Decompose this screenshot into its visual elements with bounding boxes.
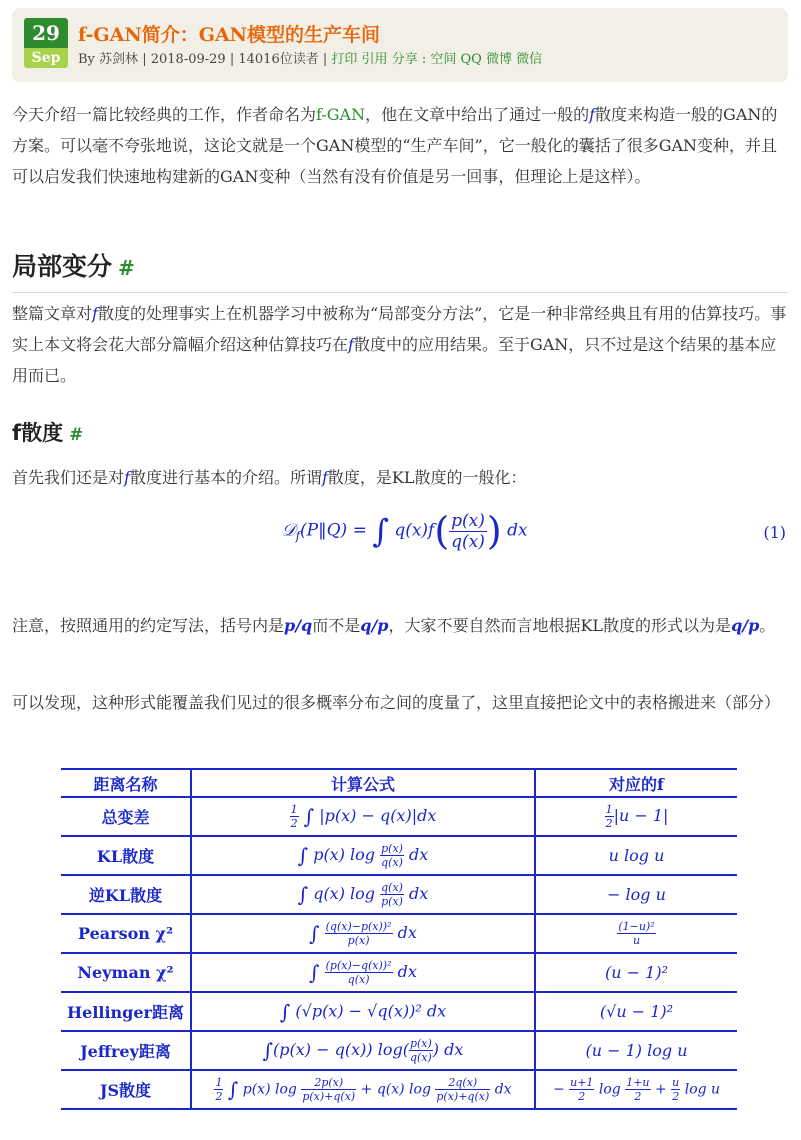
cite-link[interactable]: 引用 <box>361 52 388 67</box>
s1-text-2: 散度的处理事实上在机器学习中被称为“局部变分方法”，它是一种非常经典且有用的估算技巧。事实上本文将会花大部分篇幅介绍这种估算技巧在 <box>12 304 787 354</box>
eq-numerator: p(x) <box>451 510 485 531</box>
math-p-over-q: p/q <box>284 616 313 635</box>
share-wechat-link[interactable]: 微信 <box>516 52 543 67</box>
right-paren: ) <box>486 509 502 553</box>
row-f: (u − 1)² <box>535 953 737 992</box>
note-paragraph <box>12 610 790 641</box>
math-q-over-p: q/p <box>360 616 389 635</box>
row-name: Neyman χ² <box>61 953 191 992</box>
meta-separator: | <box>142 52 147 67</box>
s1-text-3: 散度中的应用结果。至于GAN，只不过是这个结果的基本应用而已。 <box>12 335 777 385</box>
subsection-title: f散度 <box>12 421 64 445</box>
f-divergence-table <box>61 768 737 1110</box>
row-name: 总变差 <box>61 797 191 836</box>
by-label: By <box>78 52 95 67</box>
table-row <box>61 953 737 992</box>
section-heading-local-variation <box>12 244 788 293</box>
section-title: 局部变分 <box>12 252 113 281</box>
share-space-link[interactable]: 空间 <box>430 52 457 67</box>
reader-count: 14016位读者 <box>238 52 319 67</box>
eq-integrand: q(x)f <box>394 520 435 541</box>
table-row <box>61 1031 737 1070</box>
meta-separator: | <box>322 52 328 67</box>
date-day: 29 <box>24 18 68 48</box>
math-f: f <box>589 105 596 124</box>
table-row <box>61 797 737 836</box>
eq-d-symbol: 𝒟 <box>282 520 296 541</box>
equation-number: (1) <box>763 523 786 542</box>
print-link[interactable]: 打印 <box>331 52 358 67</box>
s1-text-1: 整篇文章对 <box>12 304 93 323</box>
math-f: f <box>92 304 98 323</box>
row-formula: $\frac{1}{2}$ ∫ |p(x) − q(x)|dx <box>191 797 535 836</box>
row-formula: ∫ q(x) log $\frac{q(x)}{p(x)}$ dx <box>191 875 535 914</box>
row-f: u log u <box>535 836 737 875</box>
note-text-3: ，大家不要自然而言地根据KL散度的形式以为是 <box>388 616 732 635</box>
eq-args: (P‖Q) = <box>300 520 367 541</box>
row-formula: $\frac{1}{2}$ ∫ p(x) log $\frac{2p(x)}{p(x)+q(x)}$ + q(x) log $\frac{2q(x)}{p(x)+q(x)}$ dx <box>191 1070 535 1109</box>
math-f: f <box>124 468 130 487</box>
table-row <box>61 1070 737 1109</box>
equation-1 <box>12 505 788 565</box>
row-name: JS散度 <box>61 1070 191 1109</box>
eq-fraction <box>449 511 487 552</box>
anchor-link[interactable]: # <box>118 256 135 280</box>
intro-paragraph <box>12 99 790 192</box>
post-date: 2018-09-29 <box>150 52 226 67</box>
author-name: 苏剑林 <box>99 52 139 67</box>
s2-text-1: 首先我们还是对 <box>12 468 125 487</box>
row-name: 逆KL散度 <box>61 875 191 914</box>
note-text-1: 注意，按照通用的约定写法，括号内是 <box>12 616 285 635</box>
eq-denominator: q(x) <box>451 531 485 552</box>
col-header-f: 对应的f <box>535 769 737 797</box>
row-formula: ∫ (√p(x) − √q(x))² dx <box>191 992 535 1031</box>
col-header-formula: 计算公式 <box>191 769 535 797</box>
table-row <box>61 992 737 1031</box>
row-formula: ∫ p(x) log $\frac{p(x)}{q(x)}$ dx <box>191 836 535 875</box>
meta-separator: | <box>229 52 235 67</box>
share-weibo-link[interactable]: 微博 <box>485 52 512 67</box>
post-meta <box>78 48 542 67</box>
math-f: f <box>321 468 328 487</box>
row-name: KL散度 <box>61 836 191 875</box>
share-qq-link[interactable]: QQ <box>460 52 482 67</box>
row-name: Jeffrey距离 <box>61 1031 191 1070</box>
note-text-4: 。 <box>759 616 776 635</box>
s2-text-3: 散度，是KL散度的一般化： <box>327 468 527 487</box>
col-header-name: 距离名称 <box>61 769 191 797</box>
eq-dx: dx <box>507 520 528 541</box>
integral-sign: ∫ <box>372 512 389 550</box>
row-f: $\frac{1}{2}$ |u − 1| <box>535 797 737 836</box>
row-f: − log u <box>535 875 737 914</box>
row-name: Pearson χ² <box>61 914 191 953</box>
anchor-link[interactable]: # <box>69 424 84 444</box>
intro-text-3: 散度来构造一般的GAN的方案。可以毫不夸张地说，这论文就是一个GAN模型的“生产车间”，它一般化的囊括了很多GAN变种，并且可以启发我们快速地构建新的GAN变种（当然有没有价值是另一回事，但理论上是这样）。 <box>12 105 778 186</box>
table-row <box>61 836 737 875</box>
post-header <box>12 8 788 82</box>
date-badge <box>24 18 68 68</box>
equation-body <box>282 509 528 553</box>
table-row <box>61 914 737 953</box>
row-formula: ∫ $\frac{\text{(p(x)−q(x))²}}{q(x)}$ dx <box>191 953 535 992</box>
share-label: 分享 : <box>391 52 427 67</box>
fgan-term: f-GAN <box>316 105 366 124</box>
row-formula: ∫ $\frac{\text{(q(x)−p(x))²}}{p(x)}$ dx <box>191 914 535 953</box>
date-month: Sep <box>24 48 68 68</box>
row-f: − $\frac{u+1}{2}$ log $\frac{1+u}{2}$ + $\frac{u}{2}$ log u <box>535 1070 737 1109</box>
left-paren: ( <box>434 509 450 553</box>
math-f: f <box>348 335 354 354</box>
table-row <box>61 875 737 914</box>
row-name: Hellinger距离 <box>61 992 191 1031</box>
s2-text-2: 散度进行基本的介绍。所谓 <box>129 468 322 487</box>
eq-subscript: f <box>295 528 301 543</box>
section1-paragraph <box>12 298 790 391</box>
table-header-row <box>61 769 737 797</box>
row-f: $\frac{\text{(1−u)²}}{u}$ <box>535 914 737 953</box>
table-intro-paragraph: 可以发现，这种形式能覆盖我们见过的很多概率分布之间的度量了，这里直接把论文中的表格搬进来（部分） <box>12 693 781 712</box>
post-title[interactable]: f-GAN简介：GAN模型的生产车间 <box>78 24 381 46</box>
intro-text-2: ，他在文章中给出了通过一般的 <box>365 105 590 124</box>
intro-text-1: 今天介绍一篇比较经典的工作，作者命名为 <box>12 105 317 124</box>
row-f: (u − 1) log u <box>535 1031 737 1070</box>
note-text-2: 而不是 <box>312 616 361 635</box>
section2-paragraph <box>12 462 790 493</box>
math-q-over-p: q/p <box>731 616 760 635</box>
subsection-heading-f-divergence <box>12 418 83 449</box>
row-f: (√u − 1)² <box>535 992 737 1031</box>
row-formula: ∫(p(x) − q(x)) log( $\frac{p(x)}{q(x)}$ ) dx <box>191 1031 535 1070</box>
